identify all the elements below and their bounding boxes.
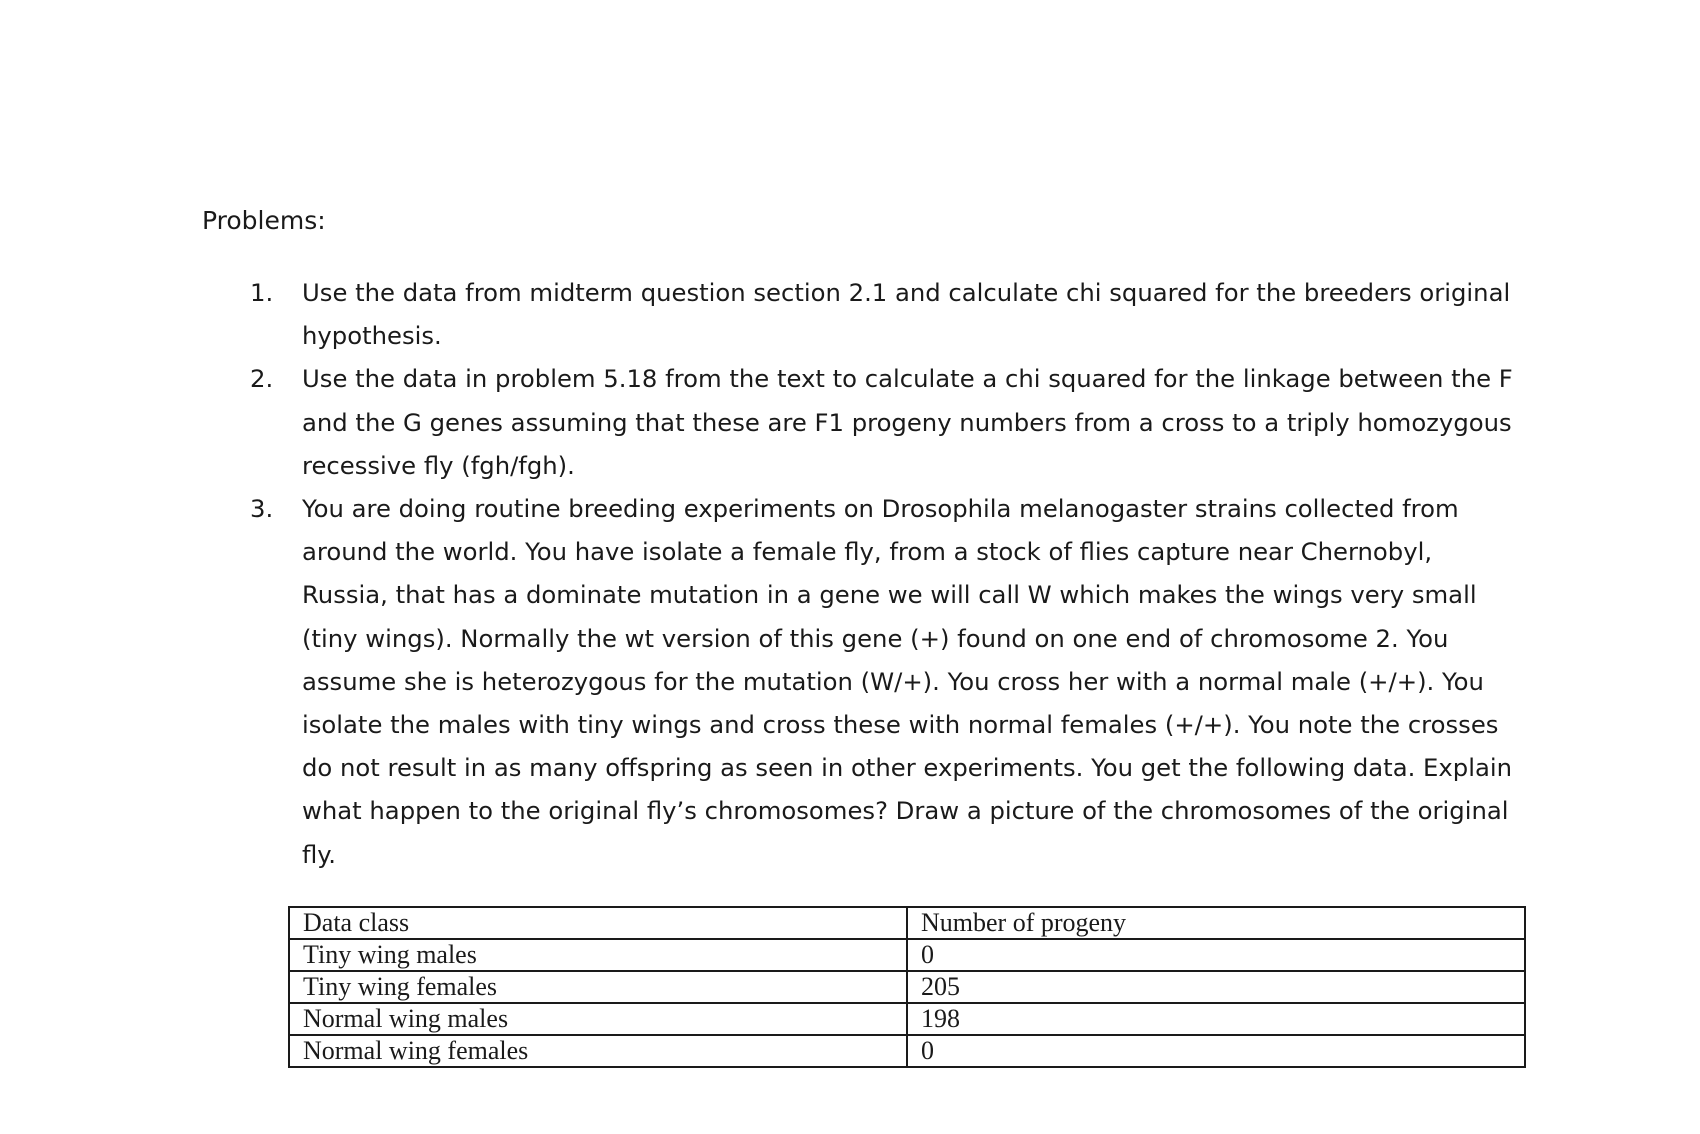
problem-number: 1. (250, 278, 274, 307)
table-cell: Normal wing males (289, 1003, 907, 1035)
table-header-cell: Data class (289, 907, 907, 939)
table-header-cell: Number of progeny (907, 907, 1525, 939)
table-header-row (289, 907, 1525, 939)
progeny-data-table (288, 906, 1526, 1068)
table-row (289, 971, 1525, 1003)
problem-item-1 (250, 271, 1520, 357)
problem-text: You are doing routine breeding experiments on Drosophila melanogaster strains collected from around the world. You have isolate a female fly, from a stock of flies capture near Chernobyl, Russia, that has a dominate mutation in a gene we will call W which makes the wings very small (tiny wings). Normally the wt version of this gene (+) found on one end of chromosome 2. You assume she is heterozygous for the mutation (W/+). You cross her with a normal male (+/+). You isolate the males with tiny wings and cross these with normal females (+/+). You note the crosses do not result in as many offspring as seen in other experiments. You get the following data. Explain what happen to the original fly’s chromosomes? Draw a picture of the chromosomes of the original fly. (302, 494, 1512, 869)
problems-heading: Problems: (202, 206, 326, 235)
problem-text: Use the data from midterm question section 2.1 and calculate chi squared for the breeders original hypothesis. (302, 278, 1511, 351)
table-cell: 205 (907, 971, 1525, 1003)
problem-item-3 (250, 487, 1520, 876)
table-cell: Tiny wing females (289, 971, 907, 1003)
problem-number: 2. (250, 364, 274, 394)
table-cell: Tiny wing males (289, 939, 907, 971)
table-cell: 198 (907, 1003, 1525, 1035)
problem-item-2 (250, 357, 1520, 487)
problem-list (250, 271, 1520, 876)
problem-text: Use the data in problem 5.18 from the text to calculate a chi squared for the linkage between the F and the G genes assuming that these are F1 progeny numbers from a cross to a triply homozygous recessive fly (fgh/fgh). (302, 364, 1513, 480)
table-row (289, 1003, 1525, 1035)
table-cell: 0 (907, 939, 1525, 971)
table-row (289, 939, 1525, 971)
table-cell: 0 (907, 1035, 1525, 1067)
table-row (289, 1035, 1525, 1067)
problem-number: 3. (250, 494, 274, 524)
table-cell: Normal wing females (289, 1035, 907, 1067)
